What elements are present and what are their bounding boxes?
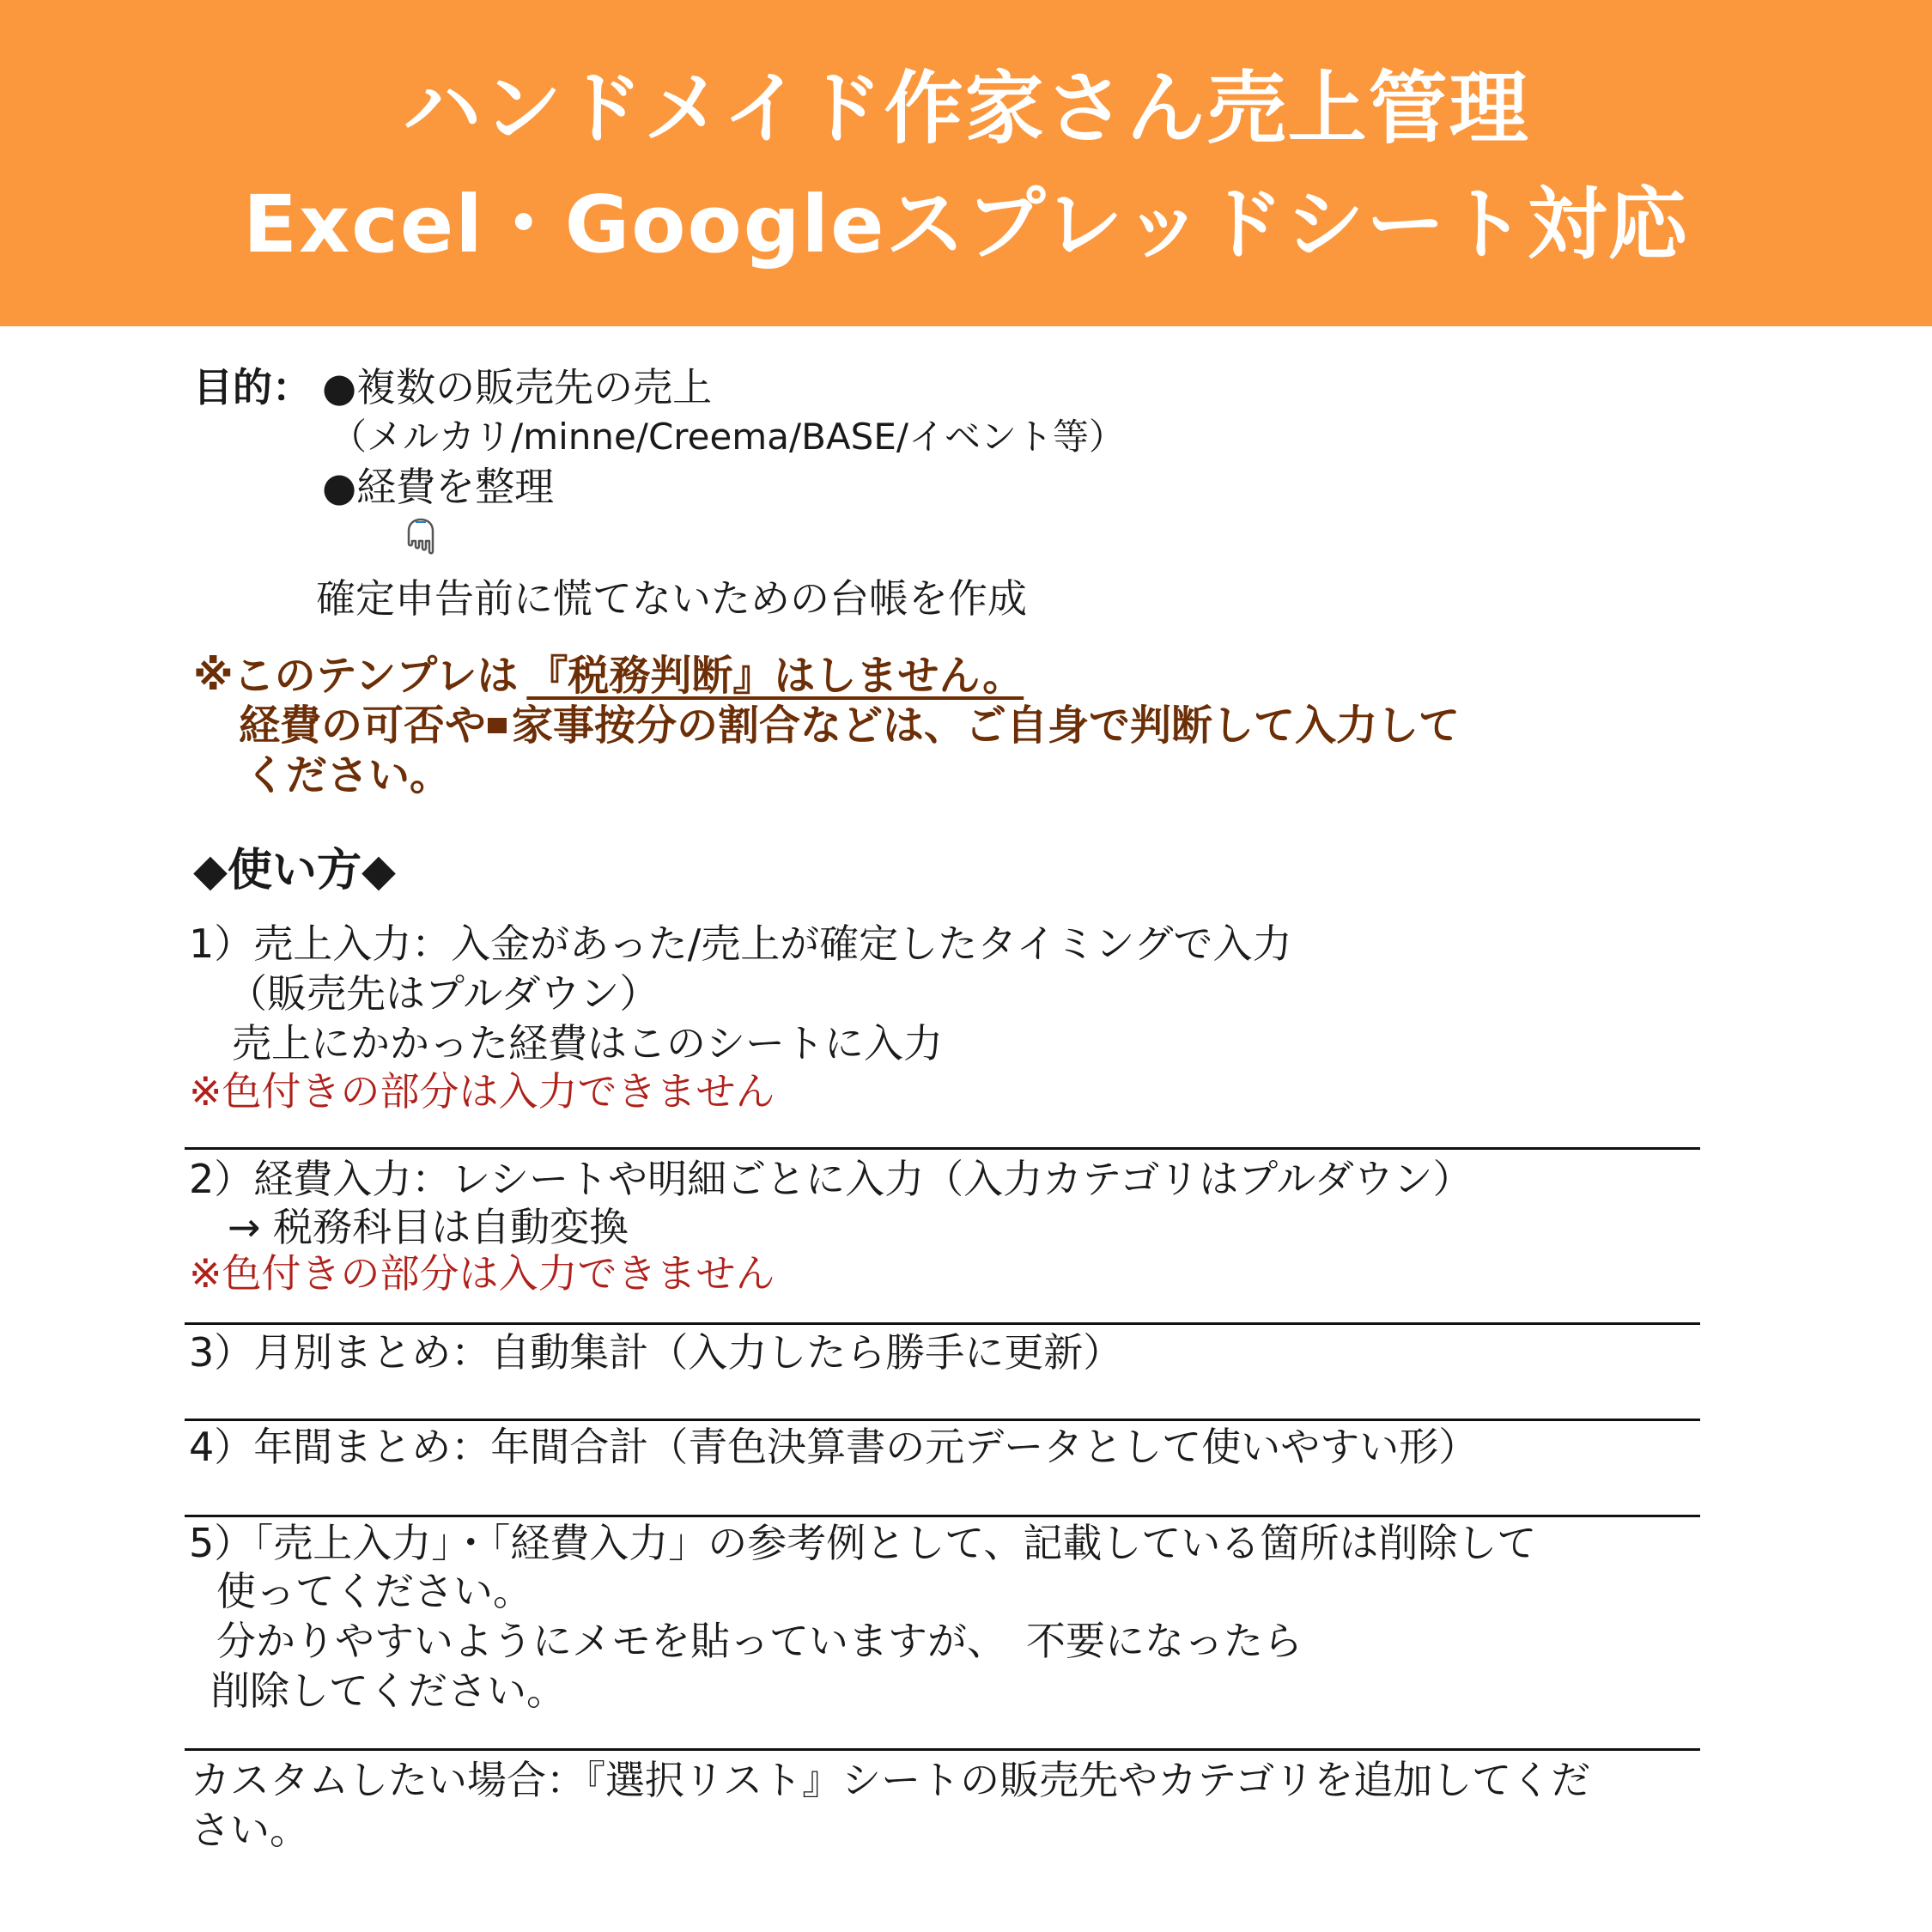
- title-banner: [0, 0, 1932, 326]
- hand-pointer-down-icon: [404, 517, 438, 556]
- tiny-note-icon: [488, 718, 507, 733]
- divider-3: [185, 1419, 1700, 1421]
- step-5-line-4: 削除してください。: [210, 1668, 566, 1714]
- step-1-line-1: 1）売上入力：入金があった/売上が確定したタイミングで入力: [189, 920, 1292, 967]
- notice-line-2-start: 経費の可否や: [239, 702, 487, 750]
- purpose-item-sales-detail: （メルカリ/minne/Creema/BASE/イベント等）: [331, 416, 1126, 458]
- custom-line-1: カスタムしたい場合：『選択リスト』シートの販売先やカテゴリを追加してくだ: [191, 1757, 1591, 1803]
- step-2-line-2: → 税務科目は自動変換: [228, 1204, 629, 1250]
- step-1-line-2: （販売先はプルダウン）: [228, 970, 659, 1017]
- purpose-result: 確定申告前に慌てないための台帳を作成: [316, 575, 1027, 622]
- notice-line-3: ください。: [245, 751, 452, 799]
- step-5-line-1: 5）「売上入力」・「経費入力」の参考例として、記載している箇所は削除して: [189, 1520, 1537, 1566]
- purpose-item-expenses: ●経費を整理: [322, 464, 555, 510]
- notice-emphasis: 『税務判断』はしません。: [526, 652, 1024, 700]
- purpose-item-sales: ●複数の販売先の売上: [322, 364, 713, 410]
- divider-2: [185, 1322, 1700, 1325]
- purpose-label: 目的：: [193, 364, 312, 410]
- step-5-line-2: 使ってください。: [216, 1568, 532, 1614]
- divider-5: [185, 1748, 1700, 1751]
- step-4-line-1: 4）年間まとめ：年間合計（青色決算書の元データとして使いやすい形）: [189, 1424, 1479, 1470]
- step-2-warning: ※色付きの部分は入力できません: [189, 1250, 775, 1297]
- step-2-line-1: 2）経費入力：レシートや明細ごとに入力（入力カテゴリはプルダウン）: [189, 1156, 1473, 1202]
- notice-prefix: ※このテンプレは: [193, 652, 519, 700]
- step-5-line-3: 分かりやすいようにメモを貼っていますが、 不要になったら: [216, 1618, 1303, 1664]
- step-3-line-1: 3）月別まとめ：自動集計（入力したら勝手に更新）: [189, 1329, 1123, 1376]
- step-1-warning: ※色付きの部分は入力できません: [189, 1068, 775, 1115]
- notice-line-1: [193, 651, 1024, 701]
- custom-line-2: さい。: [191, 1807, 309, 1853]
- step-1-line-3: 売上にかかった経費はこのシートに入力: [232, 1020, 943, 1066]
- notice-line-2-rest: 家事按分の割合などは、ご自身で判断して入力して: [512, 702, 1461, 750]
- banner-title-line-2: Excel・Googleスプレッドシート対応: [243, 179, 1689, 270]
- notice-line-2: [239, 701, 1460, 750]
- divider-4: [185, 1515, 1700, 1517]
- divider-1: [185, 1147, 1700, 1150]
- banner-title-line-1: ハンドメイド作家さん売上管理: [402, 63, 1530, 155]
- howto-heading: ◆使い方◆: [193, 845, 396, 896]
